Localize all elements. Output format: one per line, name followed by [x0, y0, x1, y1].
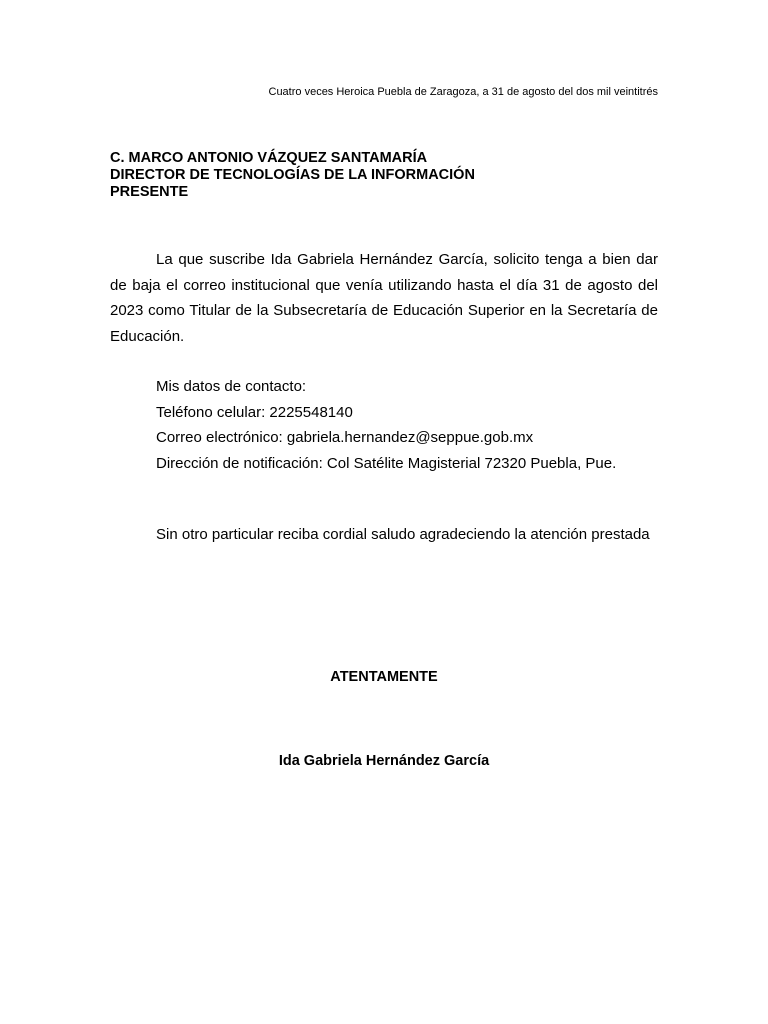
date-line: Cuatro veces Heroica Puebla de Zaragoza, a 31 de agosto del dos mil veintitrés	[268, 86, 658, 98]
closing-line: Sin otro particular reciba cordial saludo agradeciendo la atención prestada	[156, 526, 650, 543]
signer-name: Ida Gabriela Hernández García	[278, 753, 490, 769]
contact-phone: Teléfono celular: 2225548140	[156, 403, 353, 421]
valediction: ATENTAMENTE	[330, 669, 438, 685]
addressee-name: C. MARCO ANTONIO VÁZQUEZ SANTAMARÍA	[110, 150, 428, 166]
contact-email: Correo electrónico: gabriela.hernandez@seppue.gob.mx	[156, 429, 534, 446]
addressee-block	[110, 150, 475, 201]
addressee-position: DIRECTOR DE TECNOLOGÍAS DE LA INFORMACIÓN	[110, 167, 475, 183]
addressee-presente: PRESENTE	[110, 184, 189, 200]
contact-heading: Mis datos de contacto:	[156, 378, 307, 395]
contact-block	[156, 374, 616, 476]
body-paragraph: La que suscribe Ida Gabriela Hernández García, solicito tenga a bien dar de baja el correo institucional que venía utilizando hasta el día 31 de agosto del 2023 como Titular de la Subsecretaría de Educación Superior en la Secretaría de Educación.	[110, 251, 658, 345]
contact-address: Dirección de notificación: Col Satélite Magisterial 72320 Puebla, Pue.	[156, 454, 617, 472]
